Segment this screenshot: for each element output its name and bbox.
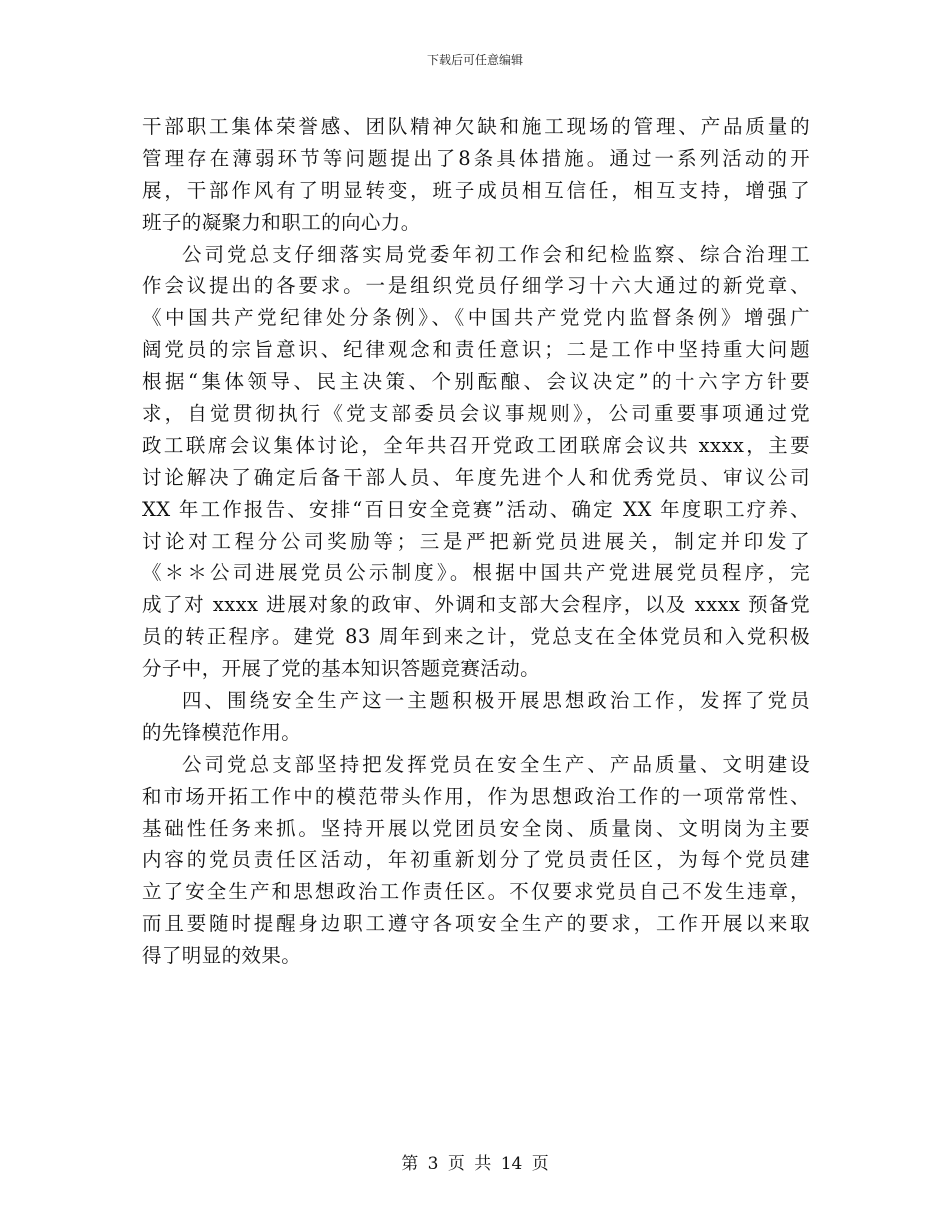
text-line: 基础性任务来抓。坚持开展以党团员安全岗、质量岗、文明岗为主要 (142, 816, 810, 840)
page-header-note: 下载后可任意编辑 (426, 53, 523, 67)
text-line: 管理存在薄弱环节等问题提出了8条具体措施。通过一系列活动的开 (142, 146, 810, 170)
text-line: 立了安全生产和思想政治工作责任区。不仅要求党员自己不发生违章， (142, 880, 810, 904)
text-line: 展，干部作风有了明显转变，班子成员相互信任，相互支持，增强了 (142, 178, 810, 202)
text-line: 成了对 xxxx 进展对象的政审、外调和支部大会程序，以及 xxxx 预备党 (142, 593, 810, 617)
text-line: 求，自觉贯彻执行《党支部委员会议事规则》，公司重要事项通过党 (142, 402, 810, 426)
text-line: 而且要随时提醒身边职工遵守各项安全生产的要求，工作开展以来取 (142, 912, 810, 936)
section-heading-line: 的先锋模范作用。 (142, 720, 302, 744)
text-line: 得了明显的效果。 (142, 944, 302, 968)
text-line: 分子中，开展了党的基本知识答题竞赛活动。 (142, 657, 541, 681)
text-line: 内容的党员责任区活动，年初重新划分了党员责任区，为每个党员建 (142, 848, 810, 872)
paragraph-1 (142, 111, 810, 239)
text-line: 阔党员的宗旨意识、纪律观念和责任意识；二是工作中坚持重大问题 (142, 338, 810, 362)
text-line: 作会议提出的各要求。一是组织党员仔细学习十六大通过的新党章、 (142, 274, 810, 298)
text-line: 公司党总支仔细落实局党委年初工作会和纪检监察、综合治理工 (182, 242, 810, 266)
page-number-footer: 第 3 页 共 14 页 (401, 1154, 549, 1174)
text-line: XX 年工作报告、安排“百日安全竞赛”活动、确定 XX 年度职工疗养、 (142, 497, 810, 521)
paragraph-4 (142, 749, 810, 972)
paragraph-2 (142, 239, 810, 685)
document-body (142, 111, 810, 972)
paragraph-3 (142, 685, 810, 749)
text-line: 班子的凝聚力和职工的向心力。 (142, 210, 421, 234)
text-line: 政工联席会议集体讨论，全年共召开党政工团联席会议共 xxxx，主要 (142, 433, 810, 457)
text-line: 《＊＊公司进展党员公示制度》。根据中国共产党进展党员程序，完 (142, 561, 810, 585)
text-line: 公司党总支部坚持把发挥党员在安全生产、产品质量、文明建设 (182, 752, 810, 776)
text-line: 根据“集体领导、民主决策、个别酝酿、会议决定”的十六字方针要 (142, 370, 810, 394)
text-line: 《中国共产党纪律处分条例》、《中国共产党党内监督条例》增强广 (142, 306, 810, 330)
section-heading-line: 四、围绕安全生产这一主题积极开展思想政治工作，发挥了党员 (182, 689, 810, 713)
text-line: 讨论解决了确定后备干部人员、年度先进个人和优秀党员、审议公司 (142, 465, 810, 489)
text-line: 干部职工集体荣誉感、团队精神欠缺和施工现场的管理、产品质量的 (142, 115, 810, 138)
text-line: 讨论对工程分公司奖励等；三是严把新党员进展关，制定并印发了 (142, 529, 810, 553)
text-line: 员的转正程序。建党 83 周年到来之计，党总支在全体党员和入党积极 (142, 625, 810, 649)
text-line: 和市场开拓工作中的模范带头作用，作为思想政治工作的一项常常性、 (142, 784, 810, 808)
